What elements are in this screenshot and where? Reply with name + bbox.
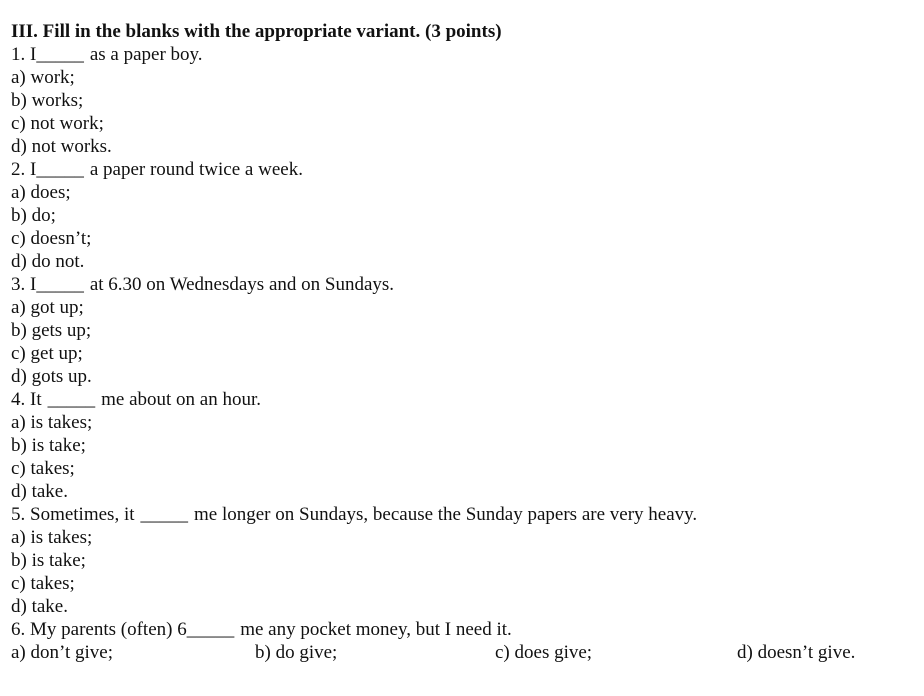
question-stem [11, 273, 924, 296]
option-b: b) is take; [11, 550, 86, 571]
option-d: d) take. [11, 481, 68, 502]
option-c: c) does give; [495, 642, 593, 663]
options-row [11, 641, 924, 664]
option-d: d) gots up. [11, 366, 92, 387]
question-stem [11, 158, 924, 181]
question-rest: me about on an hour. [101, 389, 261, 410]
option-c: c) takes; [11, 458, 75, 479]
question-rest: a paper round twice a week. [89, 159, 303, 180]
question-1 [11, 43, 924, 158]
question-stem [11, 43, 924, 66]
option-a: a) does; [11, 182, 71, 203]
answer-blank: _____ [36, 274, 84, 295]
section-heading: III. Fill in the blanks with the appropriate variant. (3 points) [11, 21, 502, 42]
option-a: a) work; [11, 67, 75, 88]
option-b: b) is take; [11, 435, 86, 456]
question-lead: 2. I [11, 159, 37, 180]
question-2 [11, 158, 924, 273]
option-d: d) not works. [11, 136, 112, 157]
question-lead: 3. I [11, 274, 37, 295]
question-lead: 4. It [11, 389, 42, 410]
option-b: b) do; [11, 205, 56, 226]
option-b: b) do give; [255, 642, 338, 663]
answer-blank: _____ [186, 619, 235, 640]
option-d: d) take. [11, 596, 68, 617]
answer-blank: _____ [140, 504, 188, 525]
option-a: a) got up; [11, 297, 84, 318]
question-5 [11, 503, 924, 618]
option-a: a) is takes; [11, 412, 93, 433]
option-c: c) doesn’t; [11, 228, 92, 249]
question-lead: 5. Sometimes, it [11, 504, 135, 525]
option-a: a) is takes; [11, 527, 93, 548]
question-rest: me any pocket money, but I need it. [240, 619, 512, 640]
option-c: c) not work; [11, 113, 104, 134]
question-4 [11, 388, 924, 503]
option-b: b) gets up; [11, 320, 92, 341]
answer-blank: _____ [47, 389, 96, 410]
question-rest: me longer on Sundays, because the Sunday papers are very heavy. [194, 504, 698, 525]
question-stem [11, 388, 924, 411]
question-3 [11, 273, 924, 388]
question-rest: as a paper boy. [89, 44, 203, 65]
question-stem [11, 503, 924, 526]
question-lead: 6. My parents (often) 6 [11, 619, 187, 640]
option-d: d) do not. [11, 251, 85, 272]
answer-blank: _____ [36, 44, 84, 65]
option-b: b) works; [11, 90, 84, 111]
option-c: c) takes; [11, 573, 75, 594]
answer-blank: _____ [36, 159, 84, 180]
question-rest: at 6.30 on Wednesdays and on Sundays. [89, 274, 395, 295]
option-d: d) doesn’t give. [737, 642, 856, 663]
option-c: c) get up; [11, 343, 83, 364]
question-stem [11, 618, 924, 641]
question-6 [11, 618, 924, 664]
question-lead: 1. I [11, 44, 37, 65]
option-a: a) don’t give; [11, 642, 114, 663]
